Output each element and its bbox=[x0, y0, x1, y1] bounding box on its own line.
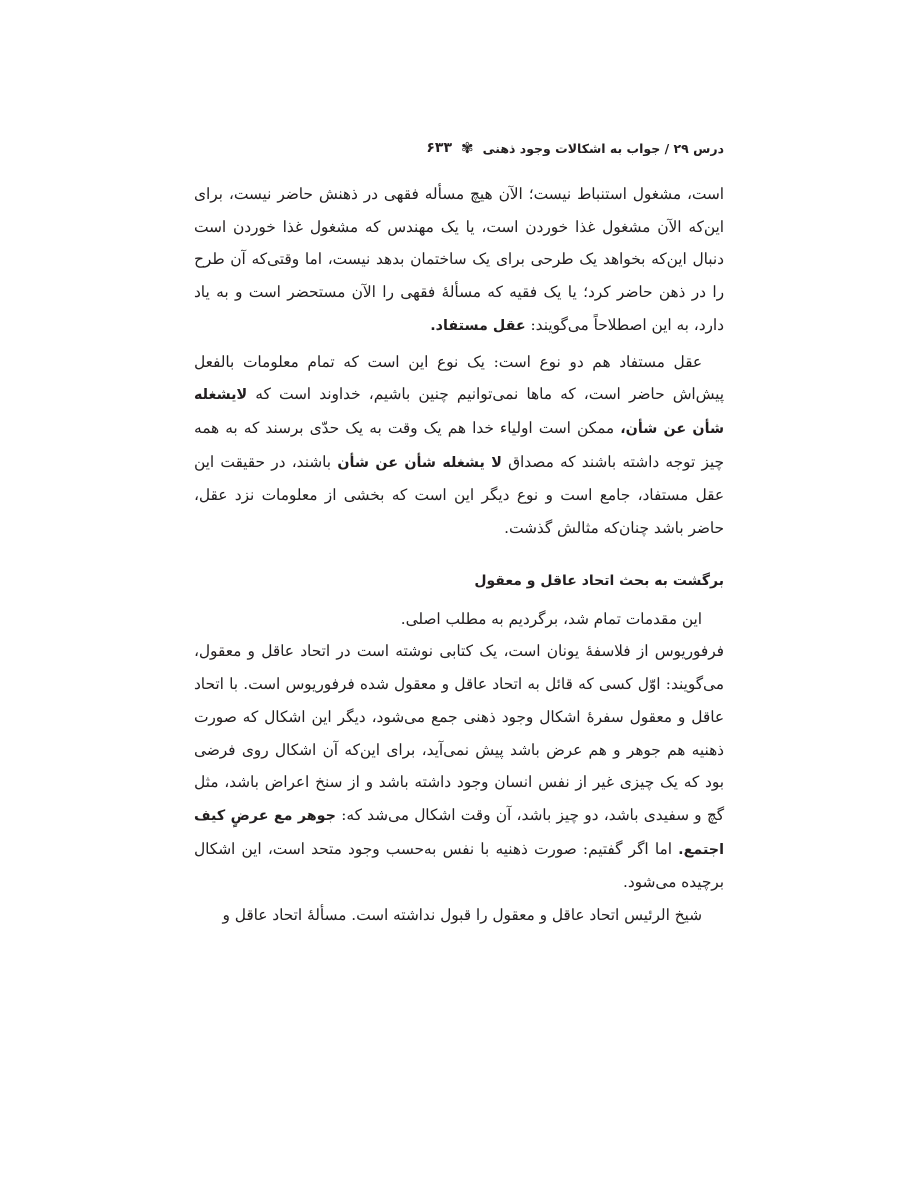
text-run: شیخ الرئیس اتحاد عاقل و معقول را قبول نداشته است. مسألهٔ اتحاد عاقل و bbox=[222, 906, 702, 925]
book-page bbox=[194, 0, 724, 1200]
section-heading: برگشت به بحث اتحاد عاقل و معقول bbox=[474, 572, 724, 589]
main-text bbox=[194, 178, 724, 932]
text-run: ممکن است اولیاء خدا هم یک وقت به یک حدّی برسند که به همه چیز توجه داشته باشند که مصداق bbox=[194, 418, 724, 471]
text-run: است، مشغول استنباط نیست؛ الآن هیچ مسأله فقهی در ذهنش حاضر نیست، برای این‌که الآن مشغول غذا خوردن است، یا یک مهندس که مشغول غذا خوردن است دنبال این‌که بخواهد یک طرحی برای یک ساختمان بدهد نیست، اما وقتی‌که آن طرح را در ذهن حاضر کرد؛ یا یک فقیه که مسألهٔ فقهی را الآن مستحضر است و به یاد دارد، به این اصطلاحاً می‌گویند: bbox=[194, 185, 724, 334]
flower-ornament-icon: ✾ bbox=[461, 138, 474, 157]
paragraph-2 bbox=[194, 346, 724, 545]
text-run: اما اگر گفتیم: صورت ذهنیه با نفس به‌حسب وجود متحد است، این اشکال برچیده می‌شود. bbox=[194, 839, 724, 892]
bold-term: لایشغله شأن عن شأن، bbox=[194, 387, 725, 437]
bold-term: عقل مستفاد. bbox=[430, 317, 526, 334]
bold-term: جوهر مع عرضٍ کیف اجتمع. bbox=[194, 807, 724, 858]
page-number: ۶۳۳ bbox=[426, 140, 453, 156]
text-run: باشند، در حقیقت این عقل مستفاد، جامع است و نوع دیگر این است که بخشی از معلومات نزد عقل، حاضر باشد چنان‌که مثالش گذشت. bbox=[194, 452, 724, 538]
paragraph-1 bbox=[194, 178, 724, 343]
paragraph-5 bbox=[194, 899, 724, 932]
running-header bbox=[194, 138, 724, 158]
bold-term: لا یشغله شأن عن شأن bbox=[337, 454, 502, 471]
paragraph-3 bbox=[194, 603, 724, 636]
running-title: درس ۲۹ / جواب به اشکالات وجود ذهنی bbox=[482, 140, 724, 156]
text-run: فرفوریوس از فلاسفهٔ یونان است، یک کتابی نوشته است در اتحاد عاقل و معقول، می‌گویند: اوّل کسی که قائل به اتحاد عاقل و معقول شده فرفوریوس است. با اتحاد عاقل و معقول سفرهٔ اشکال وجود ذهنی جمع می‌شود، دیگر این اشکال که صورت ذهنیه هم جوهر و هم عرض باشد پیش نمی‌آید، برای این‌که آن اشکال روی فرضی بود که یک چیزی غیر از نفس انسان وجود داشته باشد و از سنخ اعراض باشد، مثل گچ و سفیدی باشد، دو چیز باشد، آن وقت اشکال می‌شد که: bbox=[194, 642, 724, 824]
text-run: این مقدمات تمام شد، برگردیم به مطلب اصلی. bbox=[400, 609, 702, 628]
text-run: عقل مستفاد هم دو نوع است: یک نوع این است که تمام معلومات بالفعل پیش‌اش حاضر است، که ماها نمی‌توانیم چنین باشیم، خداوند است که bbox=[194, 352, 724, 404]
paragraph-4 bbox=[194, 635, 724, 899]
